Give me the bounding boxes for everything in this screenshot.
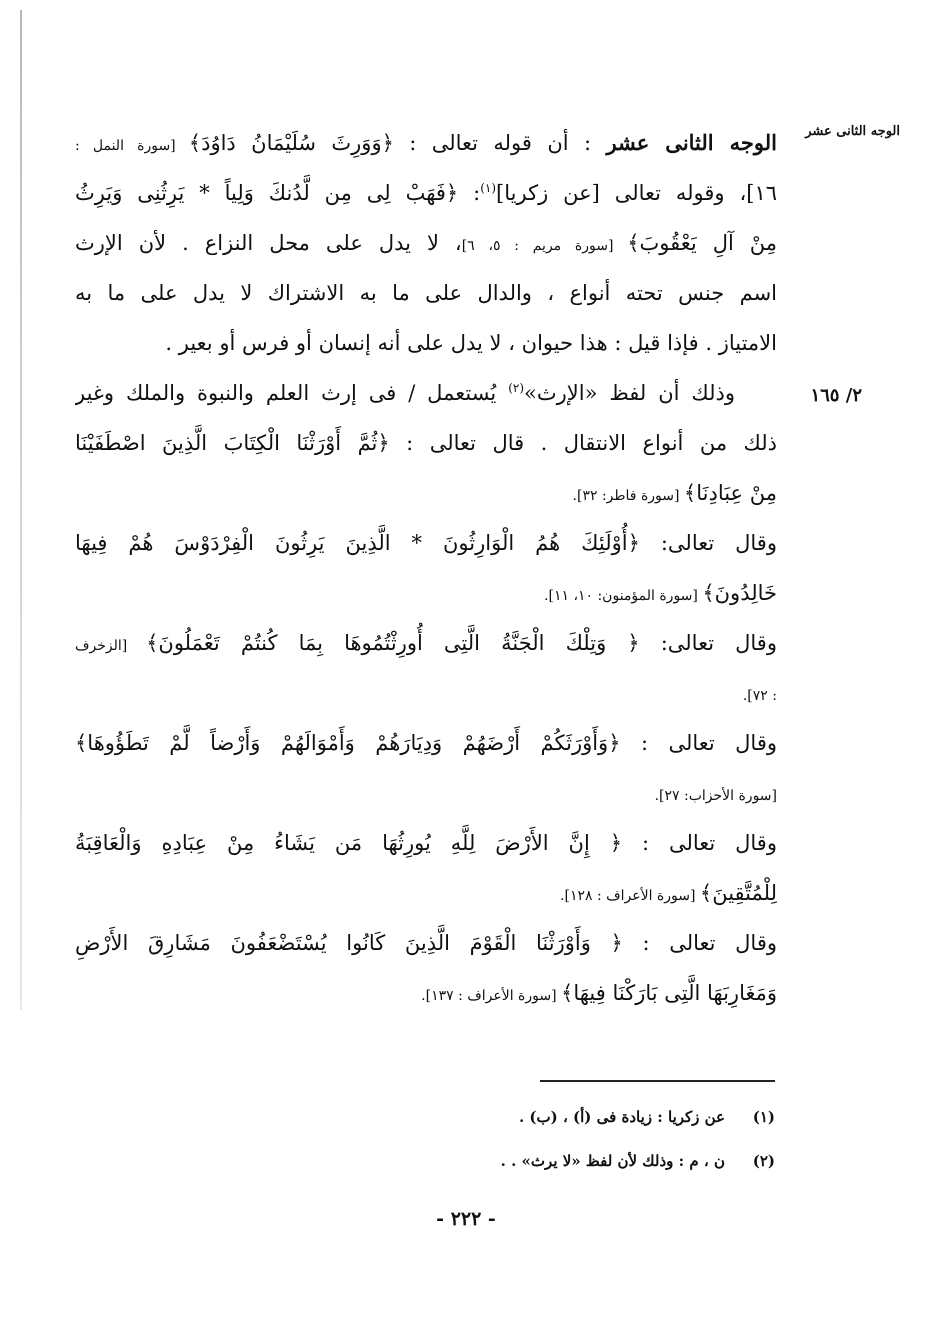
footnotes xyxy=(180,1095,775,1183)
line-text: وقال تعالى: ﴿ وَتِلْكَ الْجَنَّةُ الَّتِى أُورِثْتُمُوهَا بِمَا كُنتُمْ تَعْمَلُونَ﴾ xyxy=(146,630,777,655)
footnote-number: (١) xyxy=(752,1108,775,1126)
text-line xyxy=(75,468,777,518)
line-text: ، لا يدل على محل النزاع . لأن الإرث xyxy=(75,230,462,255)
line-text: وذلك أن لفظ «الإرث» xyxy=(524,380,736,405)
citation: : ٧٢]. xyxy=(742,687,777,704)
line-text: لِلْمُتَّقِينَ﴾ xyxy=(699,880,777,905)
line-text: الامتياز . فإذا قيل : هذا حيوان ، لا يدل على أنه إنسان أو فرس أو بعير . xyxy=(165,330,777,355)
text-line xyxy=(75,368,777,418)
line-text: وقال تعالى : ﴿ وَأَوْرَثْنَا الْقَوْمَ الَّذِينَ كَانُوا يُسْتَضْعَفُونَ مَشَارِقَ الأَرْضِ xyxy=(75,930,777,955)
citation: [سورة فاطر: ٣٢]. xyxy=(572,487,684,504)
line-text: وقال تعالى : ﴿وَأَوْرَثَكُمْ أَرْضَهُمْ وَدِيَارَهُمْ وَأَمْوَالَهُمْ وَأَرْضاً لَّمْ تَطَؤُوهَا﴾ xyxy=(75,730,777,755)
line-text: ١٦]، وقوله تعالى [عن زكريا] xyxy=(496,180,777,205)
line-text: وقال تعالى: ﴿أُوْلَئِكَ هُمُ الْوَارِثُونَ * الَّذِينَ يَرِثُونَ الْفِرْدَوْسَ هُمْ فِيهَا xyxy=(75,530,777,555)
line-text: : أن قوله تعالى : ﴿وَوَرِثَ سُلَيْمَانُ دَاوُدَ﴾ xyxy=(188,130,607,155)
line-text: وَمَغَارِبَهَا الَّتِى بَارَكْنَا فِيهَا﴾ xyxy=(561,980,777,1005)
footnote-text: ن ، م : وذلك لأن لفظ «لا يرث» . . xyxy=(500,1152,725,1170)
footnote xyxy=(180,1139,775,1183)
text-line xyxy=(75,718,777,768)
footnote-number: (٢) xyxy=(752,1152,775,1170)
footnote-text: عن زكريا : زيادة فى (أ) ، (ب) . xyxy=(518,1108,725,1126)
text-line xyxy=(75,818,777,868)
text-line xyxy=(75,768,777,818)
text-line xyxy=(75,668,777,718)
text-line xyxy=(75,868,777,918)
footnote-divider xyxy=(540,1080,775,1082)
section-heading: الوجه الثانى عشر xyxy=(606,129,777,155)
footnote-marker[interactable]: (٢) xyxy=(508,380,525,395)
citation: [سورة مريم : ٥، ٦] xyxy=(461,237,628,254)
line-text: ذلك من أنواع الانتقال . قال تعالى : ﴿ثُمَّ أَوْرَثْنَا الْكِتَابَ الَّذِينَ اصْطَفَيْنَا xyxy=(75,430,777,455)
line-text: مِنْ عِبَادِنَا﴾ xyxy=(683,480,777,505)
page-number: - ٢٢٢ - xyxy=(436,1208,496,1230)
text-line xyxy=(75,968,777,1018)
line-text: وقال تعالى : ﴿ إِنَّ الأَرْضَ لِلَّهِ يُورِثُهَا مَن يَشَاءُ مِنْ عِبَادِهِ وَالْعَاقِبَةُ xyxy=(75,830,777,855)
citation: [سورة الأعراف : ١٢٨]. xyxy=(560,887,700,904)
line-text: : ﴿فَهَبْ لِى مِن لَّدُنكَ وَلِياً * يَرِثُنِى وَيَرِثُ xyxy=(75,180,481,205)
text-line xyxy=(75,518,777,568)
text-line xyxy=(75,118,777,168)
text-line xyxy=(75,168,777,218)
text-line xyxy=(75,568,777,618)
citation: [سورة الأحزاب: ٢٧]. xyxy=(654,787,777,804)
citation: [سورة النمل : xyxy=(75,137,189,154)
citation: [سورة الأعراف : ١٣٧]. xyxy=(421,987,562,1004)
line-text: خَالِدُونَ﴾ xyxy=(702,580,777,605)
text-line xyxy=(75,318,777,368)
footnote-marker[interactable]: (١) xyxy=(480,180,497,195)
text-line xyxy=(75,218,777,268)
citation: [الزخرف xyxy=(75,637,147,654)
line-text: اسم جنس تحته أنواع ، والدال على ما به الاشتراك لا يدل على ما به xyxy=(75,280,777,305)
line-text: يُستعمل / فى إرث العلم والنبوة والملك وغير xyxy=(75,380,509,405)
text-line xyxy=(75,268,777,318)
margin-page-reference: ٢/ ١٦٥ xyxy=(810,385,862,406)
scan-edge-shadow xyxy=(20,10,22,1010)
text-line xyxy=(75,918,777,968)
footnote xyxy=(180,1095,775,1139)
margin-heading: الوجه الثانى عشر xyxy=(805,124,900,139)
text-line xyxy=(75,418,777,468)
text-line xyxy=(75,618,777,668)
main-text xyxy=(75,118,777,1018)
citation: [سورة المؤمنون: ١٠، ١١]. xyxy=(544,587,703,604)
line-text: مِنْ آلِ يَعْقُوبَ﴾ xyxy=(627,230,777,255)
